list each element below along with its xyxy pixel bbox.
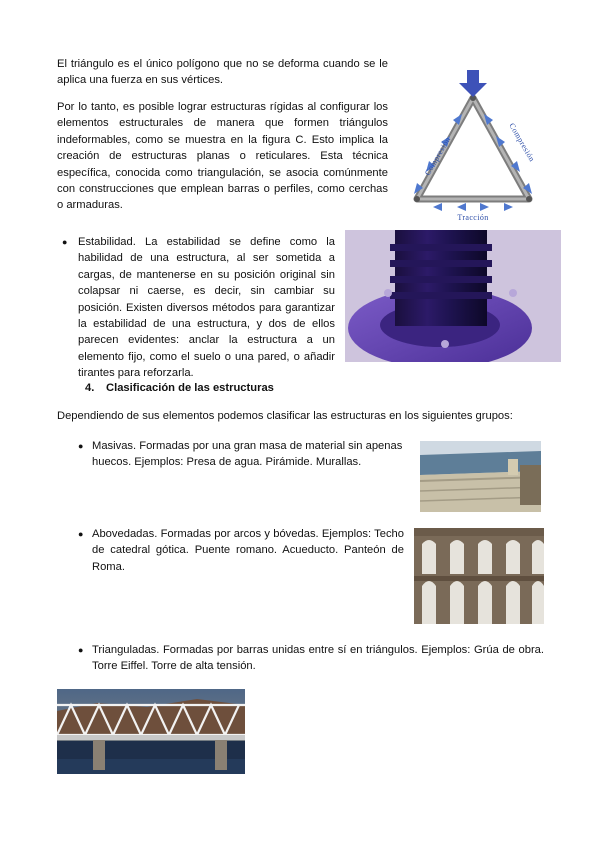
label-compression-left: Compresión [422,135,453,177]
traction-arrows-bottom [433,203,513,211]
triangulation-diagram [405,66,545,222]
intro-paragraph-2: Por lo tanto, es posible lograr estructuras rígidas al configurar los elementos estructurales de manera que formen triángulos indeformables, como se muestra en la figura C. Esto implica la creación de estructuras planas o reticulares. Esta técnica específica, conocida como triangulación, se asocia comúnmente con construcciones que emplean barras o perfiles, como cerchas o armaduras. [57,101,388,212]
stability-text: Estabilidad. La estabilidad se define como la habilidad de una estructura, al ser sometida a cargas, de mantenerse en su posición original sin colapsar ni caerse, es decir, sin cambiar su posición. Existen diversos métodos para garantizar la estabilidad de una estructura, y dos de ellos parecen evidentes: anclar la estructura a un elemento fijo, como el suelo o una pared, o añadir tirantes para reforzarla. [78,236,335,380]
aqueduct-photo [414,528,544,624]
bullet-abovedadas: ● [78,529,84,539]
load-arrow-icon [459,70,487,97]
section-title: Clasificación de las estructuras [106,382,274,394]
section-number: 4. [85,382,95,394]
group-trianguladas-text: Trianguladas. Formadas por barras unidas entre sí en triángulos. Ejemplos: Grúa de obra. Torre Eiffel. Torre de alta tensión. [92,644,544,673]
group-masivas-text: Masivas. Formadas por una gran masa de material sin apenas huecos. Ejemplos: Presa de agua. Pirámide. Murallas. [92,440,403,469]
group-abovedadas-text: Abovedadas. Formadas por arcos y bóvedas. Ejemplos: Techo de catedral gótica. Puente romano. Acueducto. Panteón de Roma. [92,528,404,573]
label-traction: Tracción [457,213,489,222]
bullet-stability: ● [62,237,68,247]
section-intro: Dependiendo de sus elementos podemos clasificar las estructuras en los siguientes grupos: [57,410,513,422]
truss-bridge-photo [57,689,245,774]
label-compression-right: Compresión [507,121,537,164]
anchored-column-photo [345,230,561,362]
triangle-frame [414,95,532,202]
bullet-masivas: ● [78,441,84,451]
dam-photo [420,441,541,512]
intro-paragraph-1: El triángulo es el único polígono que no se deforma cuando se le aplica una fuerza en sus vértices. [57,58,388,87]
bullet-trianguladas: ● [78,645,84,655]
